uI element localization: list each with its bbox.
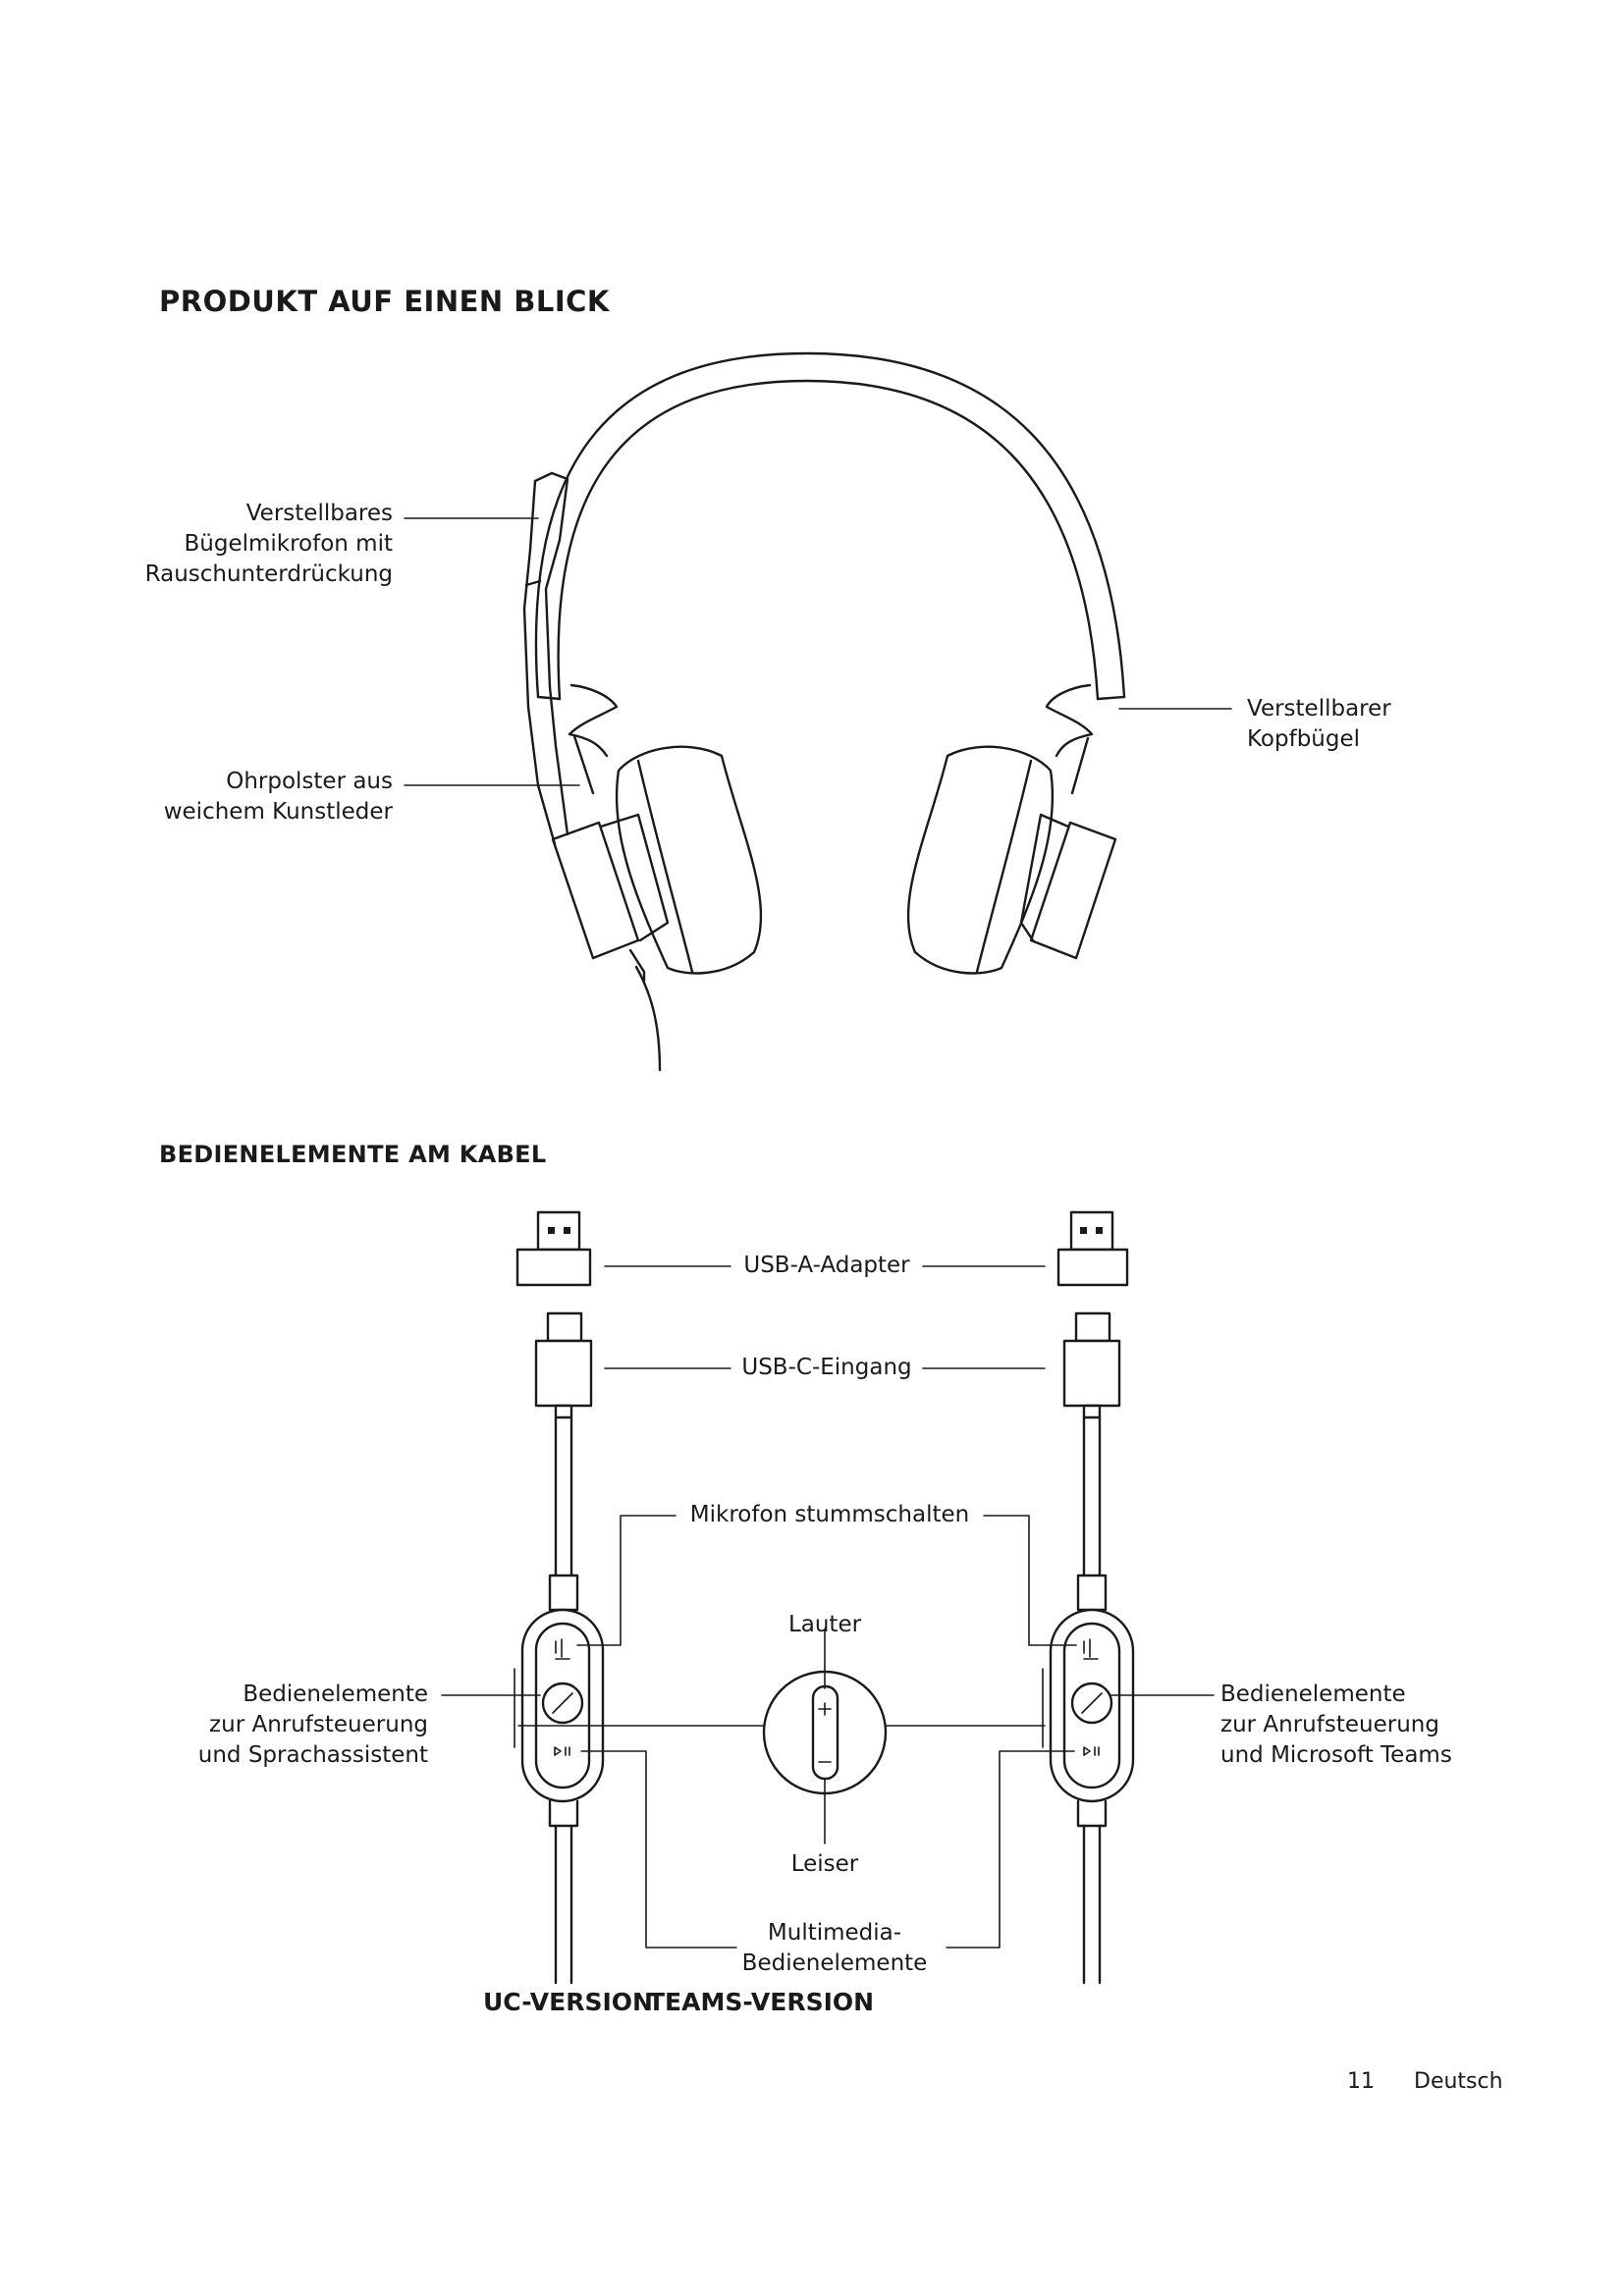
headband-label [1247,694,1391,755]
call-controls-uc-label [198,1680,428,1771]
section-title-cable-controls: BEDIENELEMENTE AM KABEL [159,1141,547,1168]
call-controls-teams-line: und Microsoft Teams [1220,1742,1452,1768]
uc-version-label: UC-VERSION [483,1988,653,2016]
section-title-overview: PRODUKT AUF EINEN BLICK [159,285,610,318]
call-controls-teams-line: Bedienelemente [1220,1682,1406,1707]
call-controls-teams-line: zur Anrufsteuerung [1220,1712,1439,1737]
volume-down-label: Leiser [790,1851,859,1877]
headband-label-line: Kopfbügel [1247,726,1361,752]
call-controls-uc-line: und Sprachassistent [197,1742,428,1768]
headset-illustration [405,353,1231,1070]
multimedia-label-line: Bedienelemente [741,1950,928,1976]
volume-up-label: Lauter [787,1612,862,1637]
language-label: Deutsch [1414,2069,1503,2094]
mute-label: Mikrofon stummschalten [689,1502,970,1527]
mic-label-line: Bügelmikrofon mit [184,531,393,557]
multimedia-label [727,1918,943,1979]
mic-label-line: Rauschunterdrückung [144,561,393,587]
earpad-label-line: weichem Kunstleder [163,799,393,825]
earpad-label-line: Ohrpolster aus [226,769,393,794]
headband-label-line: Verstellbarer [1247,696,1391,721]
call-controls-uc-line: Bedienelemente [243,1682,428,1707]
mic-label [145,499,393,590]
usb-c-label: USB-C-Eingang [741,1355,912,1380]
teams-version-label: TEAMS-VERSION [648,1988,875,2016]
earpad-label [164,767,393,828]
call-controls-uc-line: zur Anrufsteuerung [209,1712,428,1737]
call-controls-teams-label [1220,1680,1452,1771]
multimedia-label-line: Multimedia- [767,1920,902,1946]
usb-a-label: USB-A-Adapter [743,1253,910,1278]
mic-label-line: Verstellbares [245,501,393,526]
page-number: 11 [1347,2069,1375,2094]
